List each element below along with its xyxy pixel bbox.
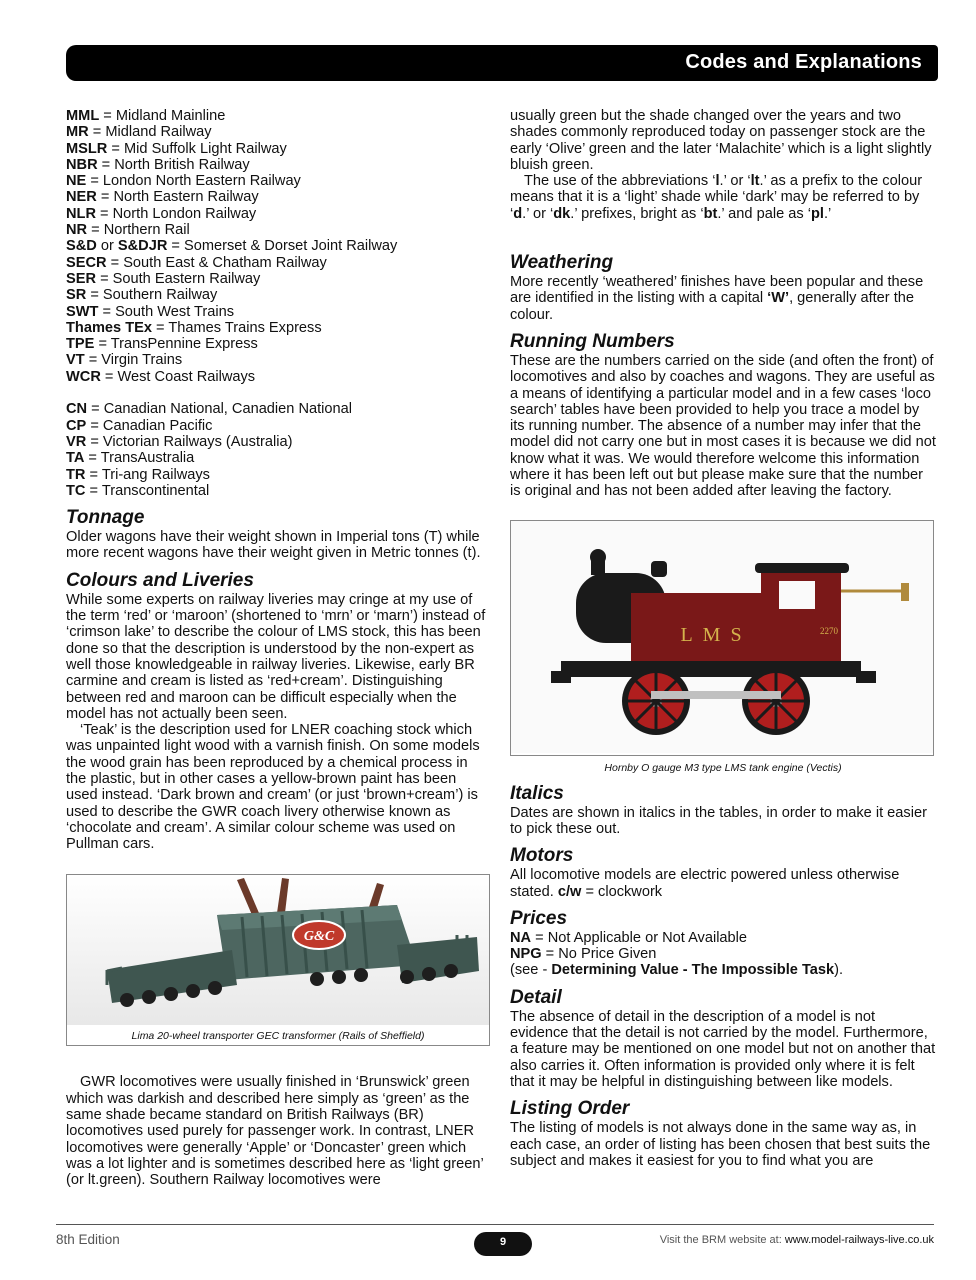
code-entry: WCR = West Coast Railways [66,368,256,385]
figure2-caption: Hornby O gauge M3 type LMS tank engine (Vectis) [604,761,842,774]
section-title: Codes and Explanations [685,51,922,73]
code-entry: CN = Canadian National, Canadien National [66,401,352,418]
code-entry: NR = Northern Rail [66,222,190,239]
code-entry: NBR = North British Railway [66,156,250,173]
transformer-wagon-photo [67,875,489,1025]
prices-see: (see - Determining Value - The Impossible Task). [510,962,844,979]
italics-text: Dates are shown in italics in the tables, in order to make it easier to pick these out. [510,804,927,837]
prices-heading: Prices [510,907,568,929]
detail-text: The absence of detail in the description of a model is not evidence that the detail is not carried by the model. Furthermore, a feature may be mentioned on one model but not on another that also carries it. Often information is provided only where it is felt that it may be helpful in distinguishing between like models. [510,1008,936,1090]
code-entry: TPE = TransPennine Express [66,336,258,353]
listing-order-heading: Listing Order [510,1098,630,1120]
colours-para-4: usually green but the shade changed over the years and two shades commonly reproduced today on passenger stock are the early ‘Olive’ green and the later ‘Malachite’ which is a light slightly bluish green. [510,108,932,173]
gec-logo-text: G&C [303,929,335,945]
tonnage-text: Older wagons have their weight shown in Imperial tons (T) while more recent wagons have their weight given in Metric tonnes (t). [66,529,481,562]
tonnage-heading: Tonnage [66,507,145,529]
code-entry: MML = Midland Mainline [66,108,226,124]
transformer-wagon-figure [66,874,490,1046]
code-entry: SECR = South East & Chatham Railway [66,254,327,271]
loco-number: 2270 [820,625,838,636]
code-entry: NLR = North London Railway [66,205,257,222]
tank-engine-figure [510,520,934,756]
weathering-heading: Weathering [510,252,614,274]
website-prompt: Visit the BRM website at: [659,1234,785,1246]
colours-para-2: ‘Teak’ is the description used for LNER coaching stock which was unpainted light wood with a varnish finish. On some models the wood grain has been reproduced by a chemical process in the plastic, but in other cases a yellow-brown paint has been used instead. ‘Dark brown and cream’ (or just ‘brown+cream’) is used to describe the GWR coach livery otherwise known as ‘chocolate and cream’. A similar colour scheme was used on Pullman cars. [66,722,480,853]
right-column [510,108,936,1169]
lms-lettering: LMS [680,623,752,646]
code-entry: S&D or S&DJR = Somerset & Dorset Joint Railway [66,238,398,255]
section-header-bar [66,45,932,81]
footer-divider [56,1224,934,1225]
figure1-caption: Lima 20-wheel transporter GEC transformer (Rails of Sheffield) [131,1029,425,1042]
page-number-badge [474,1232,532,1256]
code-entry: SWT = South West Trains [66,303,235,320]
tank-engine-photo [511,521,933,753]
edition-label: 8th Edition [56,1232,120,1247]
colours-heading: Colours and Liveries [66,569,254,591]
website-link[interactable]: www.model-railways-live.co.uk [784,1234,934,1246]
code-entry: TR = Tri-ang Railways [66,466,210,483]
motors-text: All locomotive models are electric powered unless otherwise stated. c/w = clockwork [510,867,900,900]
running-numbers-heading: Running Numbers [510,330,675,352]
code-entry: CP = Canadian Pacific [66,417,213,434]
page-number: 9 [499,1236,507,1248]
left-column [66,108,490,1189]
motors-heading: Motors [510,845,574,867]
weathering-text: More recently ‘weathered’ finishes have been popular and these are identified in the listing with a capital ‘W’, generally after the colour. [510,274,924,323]
listing-order-text: The listing of models is not always done in the same way as, in each case, an order of listing has been chosen that best suits the subject and makes it easiest for you to find what you are [510,1120,931,1169]
code-entry: NER = North Eastern Railway [66,189,259,206]
code-entry: TC = Transcontinental [66,482,210,499]
code-entry: VR = Victorian Railways (Australia) [66,433,293,450]
code-entry: MSLR = Mid Suffolk Light Railway [66,140,287,157]
running-numbers-text: These are the numbers carried on the side (and often the front) of locomotives and also by coaches and wagons. They are useful as a means of identifying a particular model and in a few cases ‘loco search’ tables have been provided to help you trace a model by its running number. The absence of a number may infer that the model did not carry one but in most cases it is because we did not know what it was. We would therefore welcome this information where it has been left out but please make sure that the number is original and has not been added after leaving the factory. [510,352,936,500]
code-entry: MR = Midland Railway [66,124,212,141]
code-entry: NE = London North Eastern Railway [66,173,301,190]
code-entry: SER = South Eastern Railway [66,270,261,287]
prices-na: NA = Not Applicable or Not Available [510,929,748,946]
code-entry: VT = Virgin Trains [66,352,183,369]
detail-heading: Detail [510,986,562,1008]
railway-codes-list [66,108,490,385]
italics-heading: Italics [510,782,564,804]
code-entry: Thames TEx = Thames Trains Express [66,319,322,336]
code-entry: SR = Southern Railway [66,287,218,304]
colours-para-5: The use of the abbreviations ‘l.’ or ‘lt.’ as a prefix to the colour means that it is a ‘light’ shade while ‘dark’ may be referred to by ‘d.’ or ‘dk.’ prefixes, bright as ‘bt.’ and pale as ‘pl.’ [510,173,923,222]
code-entry: TA = TransAustralia [66,450,195,467]
railway-codes-list-international [66,401,490,499]
colours-para-1: While some experts on railway liveries may cringe at my use of the term ‘red’ or ‘maroon’ (shortened to ‘mrn’ or ‘marn’) instead of ‘crimson lake’ to describe the colour of LMS stock, this has been done so that the description is understood by the non-expert as well those knowledgeable in railway liveries. Likewise, early BR carmine and cream is listed as ‘red+cream’. Distinguishing between red and maroon can be difficult especially when the model has not actually been seen. [66,591,486,722]
website-footer [660,1234,934,1246]
prices-npg: NPG = No Price Given [510,946,657,963]
colours-para-3: GWR locomotives were usually finished in ‘Brunswick’ green which was darkish and described here simply as ‘green’ as the same shade became standard on British Railways (BR) locomotives used purely for passenger work. In contrast, LNER locomotives were generally ‘Apple’ or ‘Doncaster’ green which was a lot lighter and is sometimes described here as ‘light green’ (or lt.green). Southern Railway locomotives were [66,1074,484,1189]
